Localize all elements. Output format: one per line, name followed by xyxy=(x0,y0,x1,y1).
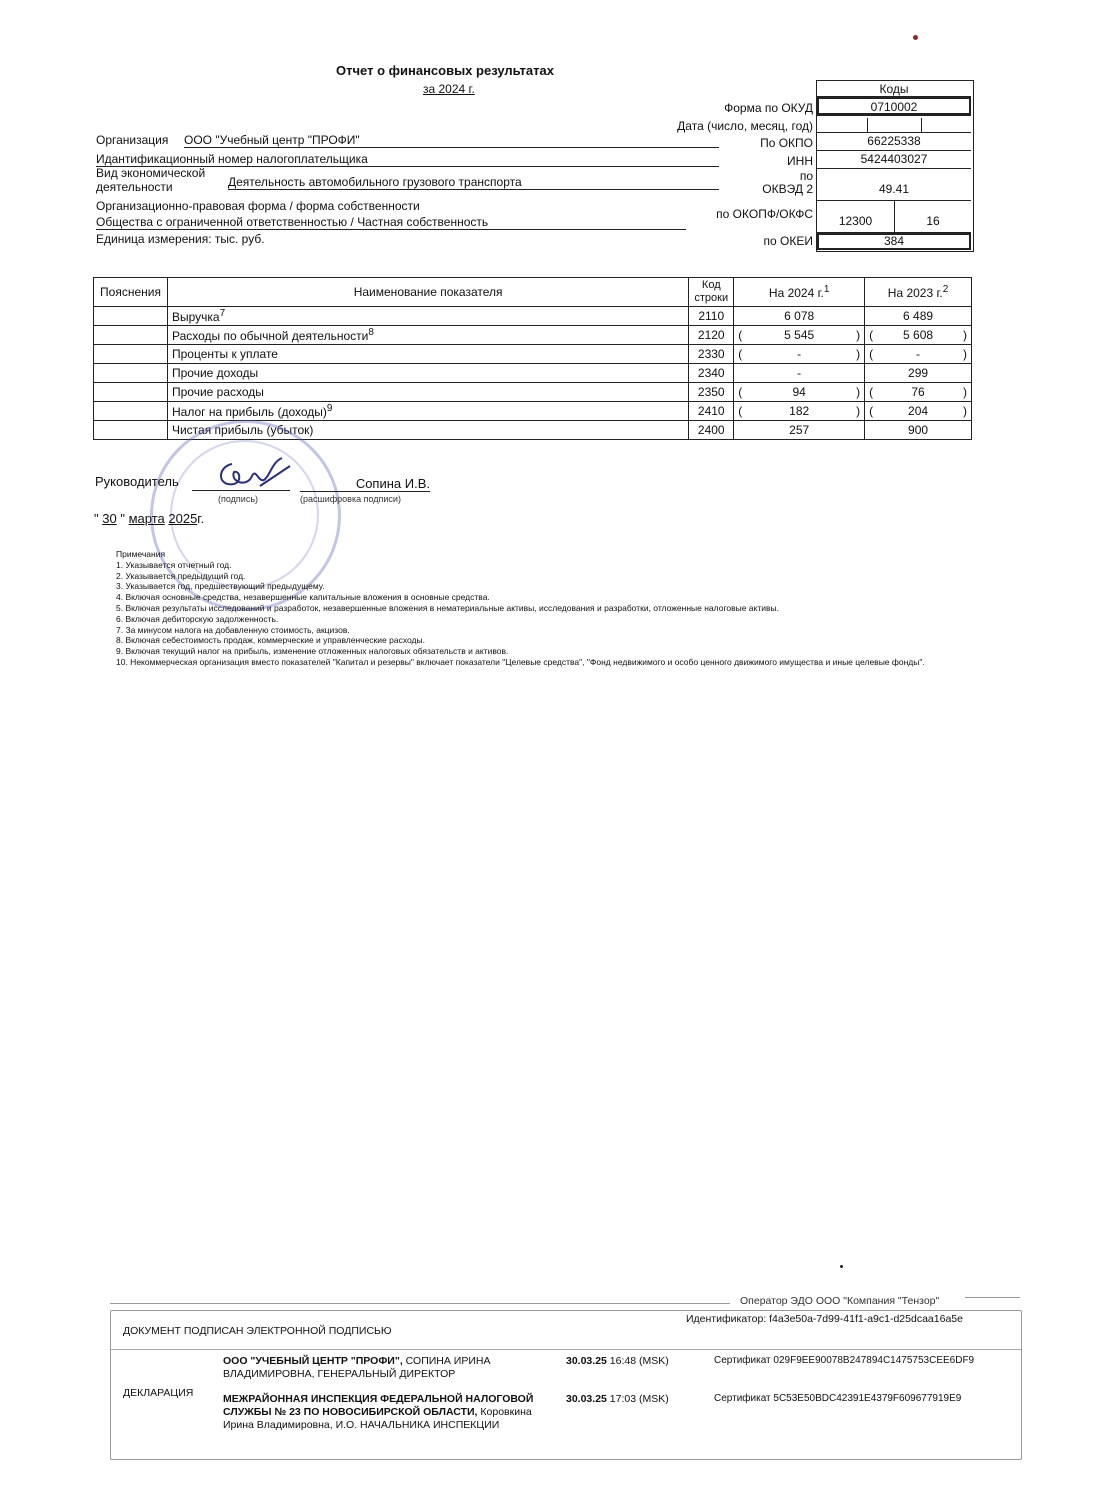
row-notes-cell xyxy=(94,307,168,326)
okud-label: Форма по ОКУД xyxy=(724,101,813,115)
row-value-2024: ( 182 ) xyxy=(734,402,865,421)
sign-caption: (подпись) xyxy=(218,494,259,504)
okopf-value: 12300 xyxy=(817,201,895,233)
row-name xyxy=(167,345,688,364)
table-row xyxy=(94,307,972,326)
activity-label-1: Вид экономической xyxy=(96,166,206,180)
edo-signer-2-date: 30.03.25 xyxy=(566,1393,607,1405)
row-code: 2350 xyxy=(689,383,734,402)
row-name-text: Чистая прибыль (убыток) xyxy=(171,423,314,437)
row-value-2024: ( 5 545 ) xyxy=(734,326,865,345)
row-notes-cell xyxy=(94,326,168,345)
date-year-suffix: г. xyxy=(197,511,205,526)
edo-signature-box xyxy=(110,1310,1022,1460)
codes-box xyxy=(816,80,974,252)
okved-label-2: ОКВЭД 2 xyxy=(762,182,813,196)
head-name: Сопина И.В. xyxy=(300,476,430,492)
edo-signer-1-datetime xyxy=(566,1355,669,1367)
col-code-line1: Код xyxy=(701,279,721,291)
footnotes xyxy=(116,549,956,668)
org-value: ООО "Учебный центр "ПРОФИ" xyxy=(184,133,719,148)
row-value-2024: ( 94 ) xyxy=(734,383,865,402)
edo-signer-1-org: ООО "УЧЕБНЫЙ ЦЕНТР "ПРОФИ", xyxy=(223,1355,403,1367)
edo-signer-1-cert: Сертификат 029F9EE90078B247894C1475753CEE6DF9 xyxy=(714,1355,975,1366)
org-label: Организация xyxy=(96,133,169,147)
row-name xyxy=(167,326,688,345)
row-name-text: Прочие доходы xyxy=(171,366,259,380)
table-row xyxy=(94,326,972,345)
handwritten-signature xyxy=(212,452,302,494)
decode-caption: (расшифровка подписи) xyxy=(300,494,401,504)
edo-signed-label: ДОКУМЕНТ ПОДПИСАН ЭЛЕКТРОННОЙ ПОДПИСЬЮ xyxy=(123,1325,392,1337)
col-code-header xyxy=(689,278,734,307)
row-notes-cell xyxy=(94,364,168,383)
row-value-2023: ( - ) xyxy=(865,345,972,364)
row-name-sup: 8 xyxy=(368,327,374,338)
edo-signer-1-person: СОПИНА ИРИНА ВЛАДИМИРОВНА, ГЕНЕРАЛЬНЫЙ ДИРЕКТОР xyxy=(223,1355,491,1380)
row-value-2023: 299 xyxy=(865,364,972,383)
row-value-2024: 257 xyxy=(734,421,865,440)
row-code: 2330 xyxy=(689,345,734,364)
footnote: 4. Включая основные средства, незавершенные капитальные вложения в основные средства. xyxy=(116,592,490,603)
footnote: 8. Включая себестоимость продаж, коммерческие и управленческие расходы. xyxy=(116,635,425,646)
row-value-2023: 6 489 xyxy=(865,307,972,326)
sign-date xyxy=(94,511,204,526)
edo-signer-2 xyxy=(223,1393,553,1432)
activity-label-2: деятельности xyxy=(96,180,173,194)
scan-speck xyxy=(913,35,918,40)
col-code-line2: строки xyxy=(694,292,729,304)
row-notes-cell xyxy=(94,383,168,402)
footnote: 2. Указывается предыдущий год. xyxy=(116,570,246,581)
date-year: 2025 xyxy=(168,511,198,526)
date-day: 30 xyxy=(102,511,117,526)
okei-value: 384 xyxy=(817,233,971,250)
row-value-2023-text: 5 608 xyxy=(903,328,934,342)
date-cell xyxy=(817,115,971,133)
report-title: Отчет о финансовых результатах xyxy=(336,63,554,78)
row-name-text: Расходы по обычной деятельности xyxy=(171,329,369,343)
row-name-text: Выручка xyxy=(171,310,220,324)
edo-signer-1 xyxy=(223,1355,543,1381)
row-value-2024-text: 94 xyxy=(792,385,806,399)
footnote: 6. Включая дебиторскую задолженность. xyxy=(116,613,279,624)
head-label: Руководитель xyxy=(95,474,179,489)
col-notes-header: Пояснения xyxy=(94,278,168,307)
row-notes-cell xyxy=(94,421,168,440)
row-value-2024-text: 5 545 xyxy=(784,328,815,342)
footnote: 3. Указывается год, предшествующий предыдущему. xyxy=(116,581,325,592)
footnote: 7. За минусом налога на добавленную стоимость, акцизов. xyxy=(116,624,350,635)
col-2024-label: На 2024 г. xyxy=(768,286,824,300)
row-value-2024: ( - ) xyxy=(734,345,865,364)
col-2024-sup: 1 xyxy=(823,284,830,295)
edo-signer-2-datetime xyxy=(566,1393,669,1405)
okud-value: 0710002 xyxy=(817,97,971,115)
row-value-2023-text: 76 xyxy=(911,385,925,399)
edo-signer-2-time: 17:03 (MSK) xyxy=(609,1393,669,1405)
edo-line-left xyxy=(110,1303,730,1304)
date-quote-close: " xyxy=(120,511,125,526)
row-value-2023: ( 5 608 ) xyxy=(865,326,972,345)
edo-header-row xyxy=(111,1311,1021,1350)
col-name-header: Наименование показателя xyxy=(167,278,688,307)
row-value-2023: 900 xyxy=(865,421,972,440)
row-name xyxy=(167,364,688,383)
date-quote-open: " xyxy=(94,511,99,526)
edo-line-right xyxy=(965,1297,1020,1298)
table-row xyxy=(94,383,972,402)
footnote: 1. Указывается отчетный год. xyxy=(116,559,232,570)
table-row xyxy=(94,402,972,421)
row-name xyxy=(167,402,688,421)
table-header-row xyxy=(94,278,972,307)
opf-label: Организационно-правовая форма / форма собственности xyxy=(96,199,420,213)
row-value-2023-text: - xyxy=(916,347,921,361)
row-name-text: Налог на прибыль (доходы) xyxy=(171,405,327,419)
row-code: 2120 xyxy=(689,326,734,345)
table-row xyxy=(94,364,972,383)
okfs-value: 16 xyxy=(895,201,971,233)
edo-identifier: Идентификатор: f4a3e50a-7d99-41f1-a9c1-d25dcaa16a5e xyxy=(686,1313,963,1325)
okopf-label: по ОКОПФ/ОКФС xyxy=(716,207,813,221)
activity-value: Деятельность автомобильного грузового транспорта xyxy=(228,175,719,190)
row-code: 2340 xyxy=(689,364,734,383)
col-2024-header xyxy=(734,278,865,307)
footnote: 5. Включая результаты исследований и разработок, незавершенные вложения в нематериальные активы, исследования и разработки, отложенные налоговые активы. xyxy=(116,602,779,613)
footnote: 10. Некоммерческая организация вместо показателей "Капитал и резервы" включает показатели "Целевые средства", "Фонд недвижимого и особо ценного движимого имущества и иные целевые фонды". xyxy=(116,656,925,667)
row-value-2023: ( 204 ) xyxy=(865,402,972,421)
row-name-text: Проценты к уплате xyxy=(171,347,278,361)
col-2023-sup: 2 xyxy=(942,284,949,295)
row-name-text: Прочие расходы xyxy=(171,385,264,399)
col-2023-label: На 2023 г. xyxy=(887,286,943,300)
edo-signer-1-time: 16:48 (MSK) xyxy=(609,1355,669,1367)
financial-results-table xyxy=(93,277,972,440)
row-value-2023-text: 204 xyxy=(908,404,929,418)
table-row xyxy=(94,345,972,364)
row-notes-cell xyxy=(94,345,168,364)
row-name xyxy=(167,307,688,326)
date-label: Дата (число, месяц, год) xyxy=(677,119,813,133)
edo-signer-2-cert: Сертификат 5C53E50BDC42391E4379F609677919E9 xyxy=(714,1393,962,1404)
okved-label-1: по xyxy=(799,169,813,183)
okei-label: по ОКЕИ xyxy=(763,234,813,248)
edo-operator: Оператор ЭДО ООО "Компания "Тензор" xyxy=(740,1295,940,1307)
okpo-value: 66225338 xyxy=(817,133,971,151)
row-code: 2400 xyxy=(689,421,734,440)
col-2023-header xyxy=(865,278,972,307)
inn-description: Идантификационный номер налогоплательщика xyxy=(96,152,719,167)
row-code: 2410 xyxy=(689,402,734,421)
opf-value: Общества с ограниченной ответственностью / Частная собственность xyxy=(96,215,686,230)
edo-signer-1-date: 30.03.25 xyxy=(566,1355,607,1367)
scan-speck xyxy=(840,1265,843,1268)
report-period: за 2024 г. xyxy=(423,82,475,96)
edo-signer-2-person: Коровкина Ирина Владимировна, И.О. НАЧАЛЬНИКА ИНСПЕКЦИИ xyxy=(223,1406,532,1431)
row-value-2023: ( 76 ) xyxy=(865,383,972,402)
footnote-heading: Примечания xyxy=(116,549,166,559)
row-name-sup: 7 xyxy=(219,308,226,319)
unit-label: Единица измерения: тыс. руб. xyxy=(96,232,265,246)
row-value-2024-text: - xyxy=(797,347,802,361)
row-code: 2110 xyxy=(689,307,734,326)
edo-signer-2-org: МЕЖРАЙОННАЯ ИНСПЕКЦИЯ ФЕДЕРАЛЬНОЙ НАЛОГОВОЙ СЛУЖБЫ № 23 ПО НОВОСИБИРСКОЙ ОБЛАСТИ, xyxy=(223,1393,534,1418)
row-name xyxy=(167,383,688,402)
inn-label: ИНН xyxy=(787,154,813,168)
okpo-label: По ОКПО xyxy=(760,136,813,150)
row-notes-cell xyxy=(94,402,168,421)
inn-value: 5424403027 xyxy=(817,151,971,169)
okved-value: 49.41 xyxy=(817,169,971,201)
row-value-2024: - xyxy=(734,364,865,383)
row-name-sup: 9 xyxy=(326,403,333,414)
footnote: 9. Включая текущий налог на прибыль, изменение отложенных налоговых обязательств и активов. xyxy=(116,646,509,657)
row-value-2024: 6 078 xyxy=(734,307,865,326)
row-value-2024-text: 182 xyxy=(789,404,810,418)
edo-declaration-label: ДЕКЛАРАЦИЯ xyxy=(123,1387,194,1399)
codes-label: Коды xyxy=(817,81,971,97)
date-month: марта xyxy=(128,511,165,526)
